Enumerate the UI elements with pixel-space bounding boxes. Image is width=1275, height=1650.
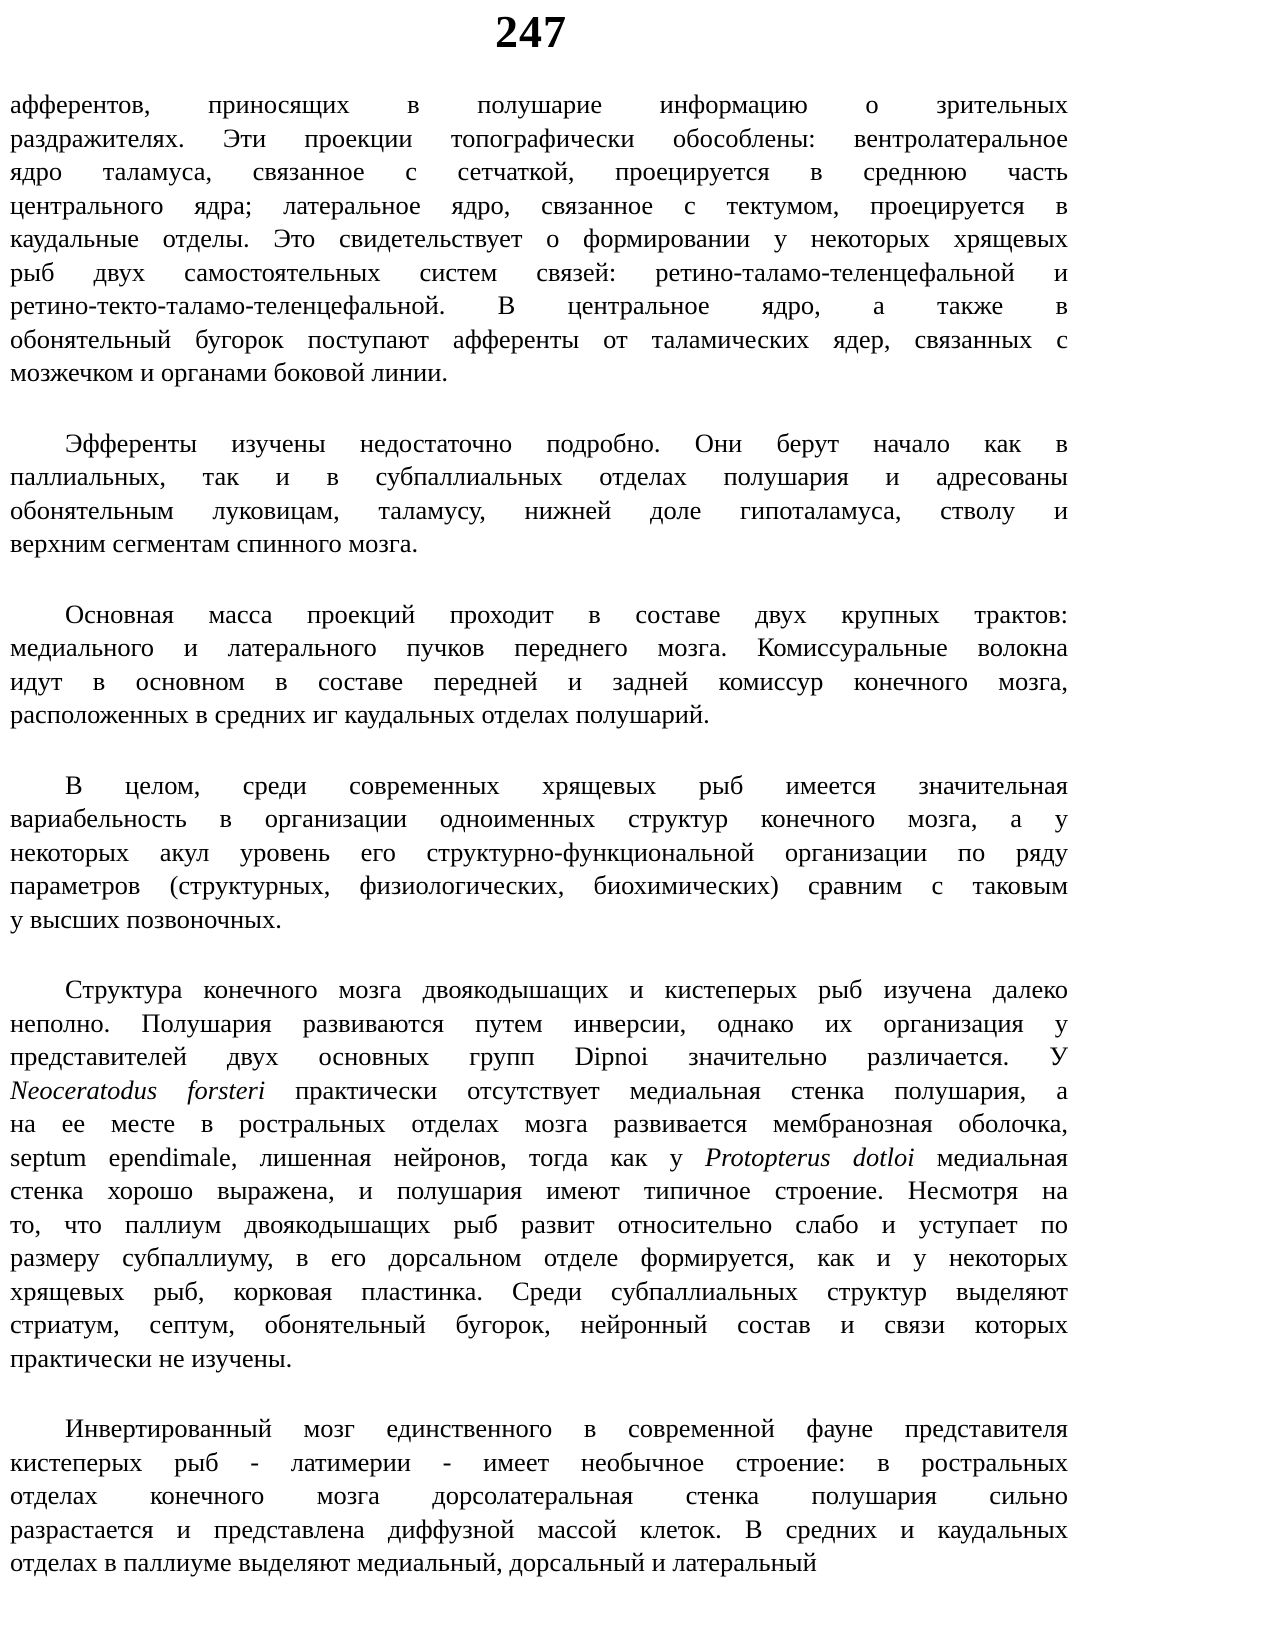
paragraph	[10, 1412, 1068, 1580]
text-segment: кистеперых рыб - латимерии - имеет необычное строение: в ростральных	[10, 1446, 1068, 1477]
text-segment: стриатум, септум, обонятельный бугорок, нейронный состав и связи которых	[10, 1309, 1068, 1339]
text-segment: верхним сегментам спинного мозга.	[10, 528, 419, 558]
text-line	[10, 1040, 1068, 1074]
text-segment: афферентов, приносящих в полушарие информацию о зрительных	[10, 89, 1068, 119]
text-line	[10, 802, 1068, 836]
text-line	[10, 1513, 1068, 1547]
text-line	[10, 1546, 1068, 1580]
text-segment: расположенных в средних иг каудальных отделах полушарий.	[10, 699, 710, 729]
text-segment: параметров (структурных, физиологических, биохимических) сравним с таковым	[10, 870, 1068, 900]
paragraph	[10, 88, 1068, 390]
text-line	[10, 222, 1068, 256]
text-segment: каудальные отделы. Это свидетельствует о формировании у некоторых хрящевых	[10, 223, 1068, 253]
text-segment: ретино-текто-таламо-теленцефальной. В центральное ядро, а также в	[10, 290, 1068, 320]
text-segment: центрального ядра; латеральное ядро, связанное с тектумом, проецируется в	[10, 189, 1068, 220]
paragraph	[10, 973, 1068, 1375]
text-segment: вариабельность в организации одноименных структур конечного мозга, а у	[10, 803, 1068, 833]
text-line	[10, 427, 1068, 461]
text-segment: раздражителях. Эти проекции топографически обособлены: вентролатеральное	[10, 122, 1068, 153]
text-segment: обонятельным луковицам, таламусу, нижней доле гипоталамуса, стволу и	[10, 494, 1068, 525]
text-segment: медиального и латерального пучков переднего мозга. Комиссуральные волокна	[10, 632, 1068, 662]
text-segment: хрящевых рыб, корковая пластинка. Среди субпаллиальных структур выделяют	[10, 1275, 1068, 1306]
text-line	[10, 1141, 1068, 1175]
text-line	[10, 1074, 1068, 1108]
text-line	[10, 189, 1068, 223]
text-segment: паллиальных, так и в субпаллиальных отделах полушария и адресованы	[10, 461, 1068, 491]
text-line	[10, 1208, 1068, 1242]
text-line	[10, 836, 1068, 870]
text-block	[10, 88, 1068, 1580]
text-segment: Основная масса проекций проходит в составе двух крупных трактов:	[65, 598, 1068, 629]
paragraph	[10, 427, 1068, 561]
text-segment: то, что паллиум двоякодышащих рыб развит относительно слабо и уступает по	[10, 1208, 1068, 1239]
text-segment: отделах конечного мозга дорсолатеральная стенка полушария сильно	[10, 1480, 1068, 1510]
text-line	[10, 356, 1068, 390]
text-segment: разрастается и представлена диффузной массой клеток. В средних и каудальных	[10, 1513, 1068, 1544]
text-line	[10, 869, 1068, 903]
text-segment: septum ependimale, лишенная нейронов, тогда как у	[10, 1141, 705, 1172]
text-line	[10, 1479, 1068, 1513]
text-line	[10, 1446, 1068, 1480]
text-line	[10, 1275, 1068, 1309]
text-segment: обонятельный бугорок поступают афференты от таламических ядер, связанных с	[10, 323, 1068, 354]
text-line	[10, 665, 1068, 699]
text-line	[10, 598, 1068, 632]
text-line	[10, 88, 1068, 122]
paragraph	[10, 598, 1068, 732]
text-line	[10, 903, 1068, 937]
text-line	[10, 155, 1068, 189]
text-line	[10, 1107, 1068, 1141]
text-segment: медиальная	[914, 1141, 1068, 1172]
text-line	[10, 1241, 1068, 1275]
text-line	[10, 460, 1068, 494]
text-line	[10, 973, 1068, 1007]
text-line	[10, 256, 1068, 290]
text-line	[10, 769, 1068, 803]
text-segment: рыб двух самостоятельных систем связей: ретино-таламо-теленцефальной и	[10, 256, 1068, 287]
text-segment: Инвертированный мозг единственного в современной фауне представителя	[65, 1413, 1068, 1443]
text-segment: некоторых акул уровень его структурно-функциональной организации по ряду	[10, 836, 1068, 867]
text-line	[10, 289, 1068, 323]
text-segment: В целом, среди современных хрящевых рыб имеется значительная	[65, 769, 1068, 800]
text-segment: неполно. Полушария развиваются путем инверсии, однако их организация у	[10, 1007, 1068, 1038]
text-segment: размеру субпаллиуму, в его дорсальном отделе формируется, как и у некоторых	[10, 1242, 1068, 1272]
text-segment: ядро таламуса, связанное с сетчаткой, проецируется в среднюю часть	[10, 156, 1068, 186]
text-segment: практически не изучены.	[10, 1342, 293, 1373]
text-line	[10, 1174, 1068, 1208]
text-line	[10, 527, 1068, 561]
text-segment: представителей двух основных групп Dipnoi значительно различается. У	[10, 1041, 1068, 1071]
text-segment: практически отсутствует медиальная стенка полушария, а	[265, 1074, 1068, 1105]
latin-species-term: Neoceratodus forsteri	[10, 1074, 266, 1105]
text-line	[10, 1342, 1068, 1376]
text-segment: на ее месте в ростральных отделах мозга развивается мембранозная оболочка,	[10, 1108, 1068, 1138]
text-line	[10, 494, 1068, 528]
paragraph	[10, 769, 1068, 937]
text-line	[10, 1412, 1068, 1446]
text-line	[10, 122, 1068, 156]
text-segment: мозжечком и органами боковой линии.	[10, 357, 449, 387]
latin-species-term: Protopterus dotloi	[704, 1141, 915, 1172]
text-line	[10, 323, 1068, 357]
text-segment: Эфференты изучены недостаточно подробно. Они берут начало как в	[65, 427, 1068, 458]
text-segment: отделах в паллиуме выделяют медиальный, дорсальный и латеральный	[10, 1547, 817, 1577]
text-line	[10, 698, 1068, 732]
text-segment: Структура конечного мозга двоякодышащих и кистеперых рыб изучена далеко	[65, 974, 1068, 1004]
page-number: 247	[495, 6, 567, 57]
text-line	[10, 1308, 1068, 1342]
text-segment: у высших позвоночных.	[10, 903, 282, 934]
text-line	[10, 631, 1068, 665]
text-segment: стенка хорошо выражена, и полушария имеют типичное строение. Несмотря на	[10, 1175, 1068, 1205]
text-line	[10, 1007, 1068, 1041]
text-segment: идут в основном в составе передней и задней комиссур конечного мозга,	[10, 665, 1068, 696]
